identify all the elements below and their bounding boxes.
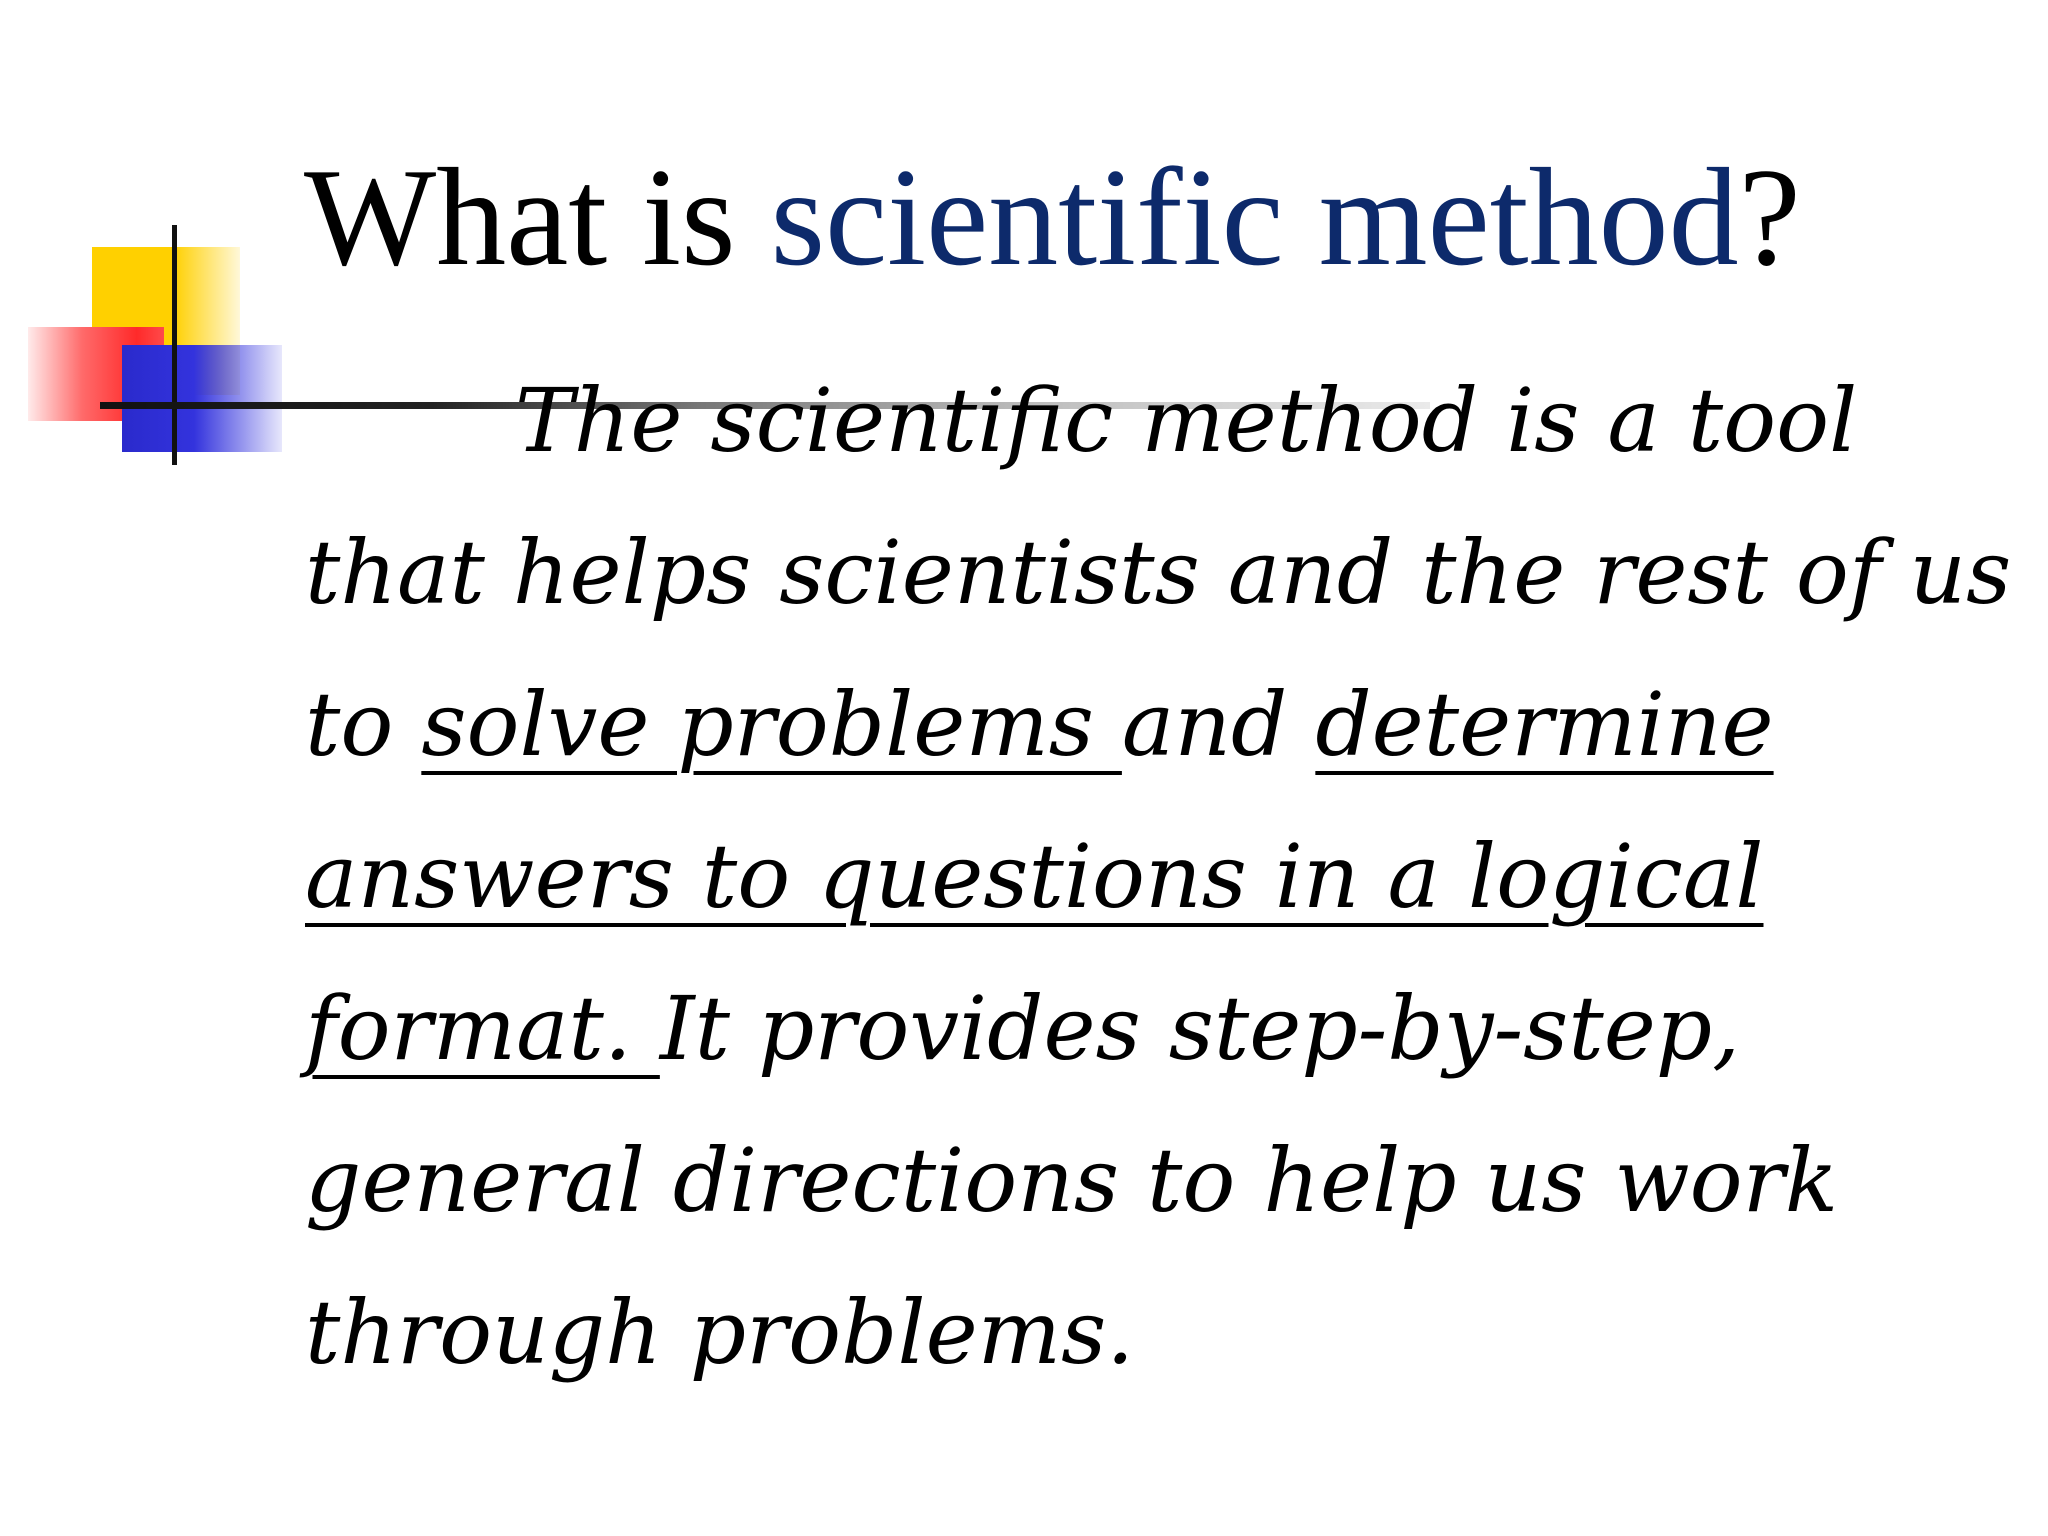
body-line-1: The scientific method is a tool bbox=[515, 369, 1858, 472]
underlined-solve-problems: solve problems bbox=[421, 673, 1122, 776]
underlined-body-line-4: answers to questions in a logical bbox=[305, 825, 1764, 928]
body-line-3 bbox=[305, 649, 2005, 801]
body-line-2: that helps scientists and the rest of us bbox=[305, 521, 2012, 624]
body-line-7: through problems. bbox=[305, 1281, 1135, 1384]
blue-square-decoration bbox=[122, 345, 282, 452]
body-line-6: general directions to help us work bbox=[305, 1129, 1839, 1232]
body-line-3-start: to bbox=[305, 673, 422, 776]
slide-title bbox=[304, 140, 1801, 295]
vertical-rule-decoration bbox=[172, 225, 177, 465]
underlined-format: format. bbox=[305, 977, 660, 1080]
title-suffix: ? bbox=[1738, 140, 1801, 295]
title-prefix: What is bbox=[304, 140, 771, 295]
body-line-5 bbox=[305, 953, 2005, 1105]
body-line-3-and: and bbox=[1121, 673, 1316, 776]
body-line-5-rest: It provides step-by-step, bbox=[659, 977, 1741, 1080]
title-accent: scientific method bbox=[770, 140, 1739, 295]
slide-body-text bbox=[305, 345, 2012, 1409]
underlined-determine: determine bbox=[1315, 673, 1774, 776]
